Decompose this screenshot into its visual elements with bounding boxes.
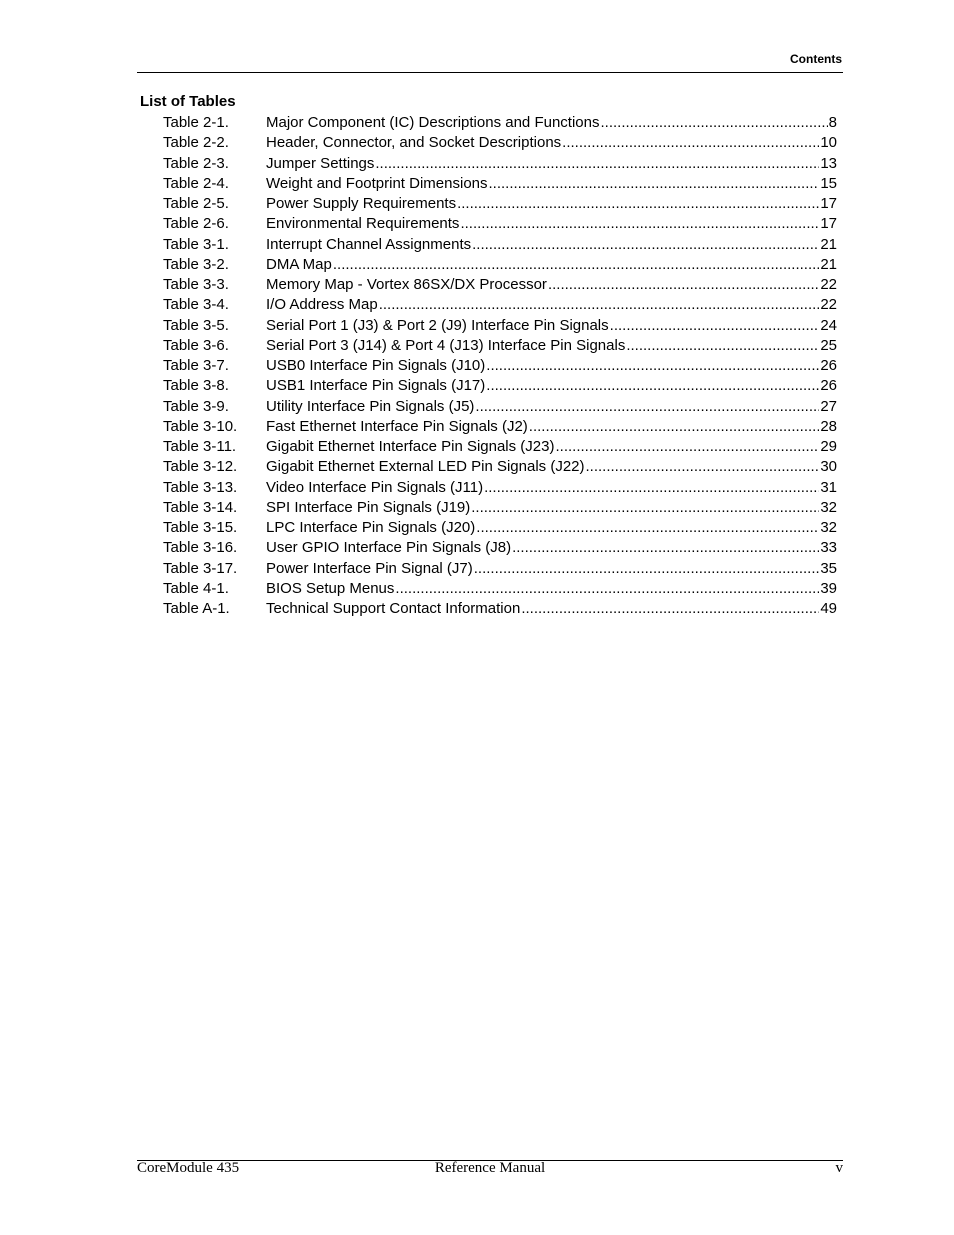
toc-entry[interactable] [163, 174, 837, 194]
footer-page-number: v [835, 1160, 843, 1176]
toc-entry[interactable] [163, 599, 837, 619]
toc-entry[interactable] [163, 113, 837, 133]
section-title: List of Tables [140, 93, 236, 110]
running-header: Contents [790, 52, 842, 66]
table-title: Major Component (IC) Descriptions and Functions [266, 114, 600, 131]
table-title: Utility Interface Pin Signals (J5) [266, 397, 475, 415]
dot-leader [476, 518, 819, 538]
table-number: Table 3-12. [163, 458, 238, 476]
table-number: Table 2-4. [163, 174, 229, 192]
table-title: BIOS Setup Menus [266, 579, 395, 597]
toc-entry[interactable] [163, 397, 837, 417]
dot-leader [586, 457, 820, 477]
table-title: User GPIO Interface Pin Signals (J8) [266, 539, 512, 557]
page-number: 32 [820, 498, 837, 516]
dot-leader [489, 174, 820, 194]
page-number: 24 [820, 316, 837, 334]
dot-leader [600, 113, 827, 133]
table-number: Table 3-8. [163, 377, 229, 395]
page-number: 27 [820, 397, 837, 415]
page-number: 30 [820, 458, 837, 476]
page-number: 10 [820, 134, 837, 152]
table-title: USB1 Interface Pin Signals (J17) [266, 377, 486, 395]
page-number: 26 [820, 357, 837, 374]
toc-entry[interactable] [163, 133, 837, 153]
table-number: Table 3-11. [163, 438, 237, 455]
table-number: Table 3-3. [163, 276, 229, 293]
table-title: Technical Support Contact Information [266, 600, 521, 617]
dot-leader [333, 255, 819, 275]
toc-entry[interactable] [163, 235, 837, 255]
table-number: Table 3-15. [163, 519, 238, 536]
table-title: Jumper Settings [266, 154, 375, 172]
page-number: 35 [820, 559, 837, 577]
toc-entry[interactable] [163, 376, 837, 396]
toc-entry[interactable] [163, 316, 837, 336]
table-title: Power Interface Pin Signal (J7) [266, 559, 473, 577]
table-title: Environmental Requirements [266, 215, 460, 233]
toc-entry[interactable] [163, 559, 837, 579]
dot-leader [395, 579, 819, 599]
page-number: 13 [820, 154, 837, 172]
page-number: 32 [820, 519, 837, 536]
dot-leader [460, 214, 819, 234]
toc-entry[interactable] [163, 295, 837, 315]
table-title: SPI Interface Pin Signals (J19) [266, 498, 471, 516]
dot-leader [548, 275, 819, 295]
table-number: Table 3-13. [163, 478, 238, 496]
page-number: 31 [820, 478, 837, 496]
table-number: Table 3-1. [163, 235, 229, 253]
toc-entry[interactable] [163, 437, 837, 457]
page-number: 26 [820, 377, 837, 395]
table-title: Gigabit Ethernet Interface Pin Signals (J23) [266, 438, 555, 455]
page-number: 25 [820, 336, 837, 354]
dot-leader [529, 417, 820, 437]
table-title: Interrupt Channel Assignments [266, 235, 472, 253]
table-number: Table 3-2. [163, 255, 229, 273]
toc-entry[interactable] [163, 417, 837, 437]
page-number: 39 [820, 579, 837, 597]
table-title: DMA Map [266, 255, 332, 273]
toc-entry[interactable] [163, 518, 837, 538]
table-number: Table 2-1. [163, 114, 229, 131]
toc-entry[interactable] [163, 579, 837, 599]
table-number: Table 2-5. [163, 195, 229, 212]
toc-entry[interactable] [163, 356, 837, 376]
toc-entry[interactable] [163, 498, 837, 518]
dot-leader [471, 498, 819, 518]
list-of-tables [163, 113, 837, 619]
page-number: 29 [820, 438, 837, 455]
dot-leader [379, 295, 820, 315]
table-title: Gigabit Ethernet External LED Pin Signals (J22) [266, 458, 585, 476]
table-title: Serial Port 3 (J14) & Port 4 (J13) Interface Pin Signals [266, 336, 626, 354]
toc-entry[interactable] [163, 478, 837, 498]
table-number: Table 3-4. [163, 296, 229, 314]
table-title: Weight and Footprint Dimensions [266, 174, 488, 192]
page-number: 21 [820, 235, 837, 253]
dot-leader [486, 376, 819, 396]
toc-entry[interactable] [163, 154, 837, 174]
table-number: Table 2-6. [163, 215, 229, 233]
footer-product-name: CoreModule 435 [137, 1160, 240, 1176]
dot-leader [610, 316, 820, 336]
page-number: 22 [820, 296, 837, 314]
page-number: 49 [820, 600, 837, 617]
table-number: Table 3-7. [163, 357, 229, 374]
dot-leader [521, 599, 819, 619]
page-number: 33 [820, 539, 837, 557]
table-title: Serial Port 1 (J3) & Port 2 (J9) Interface Pin Signals [266, 316, 609, 334]
table-number: Table 3-10. [163, 417, 238, 435]
table-number: Table 3-16. [163, 539, 238, 557]
table-number: Table 3-5. [163, 316, 229, 334]
dot-leader [474, 559, 820, 579]
table-number: Table 3-14. [163, 498, 238, 516]
table-number: Table 4-1. [163, 579, 229, 597]
table-title: Video Interface Pin Signals (J11) [266, 478, 484, 496]
toc-entry[interactable] [163, 275, 837, 295]
dot-leader [562, 133, 819, 153]
table-title: LPC Interface Pin Signals (J20) [266, 519, 476, 536]
table-title: I/O Address Map [266, 296, 378, 314]
page-number: 28 [820, 417, 837, 435]
dot-leader [626, 336, 819, 356]
table-number: Table 3-6. [163, 336, 229, 354]
toc-entry[interactable] [163, 538, 837, 558]
toc-entry[interactable] [163, 194, 837, 214]
table-number: Table 3-17. [163, 559, 238, 577]
table-title: Power Supply Requirements [266, 195, 457, 212]
toc-entry[interactable] [163, 255, 837, 275]
page-number: 17 [820, 215, 837, 233]
dot-leader [475, 397, 819, 417]
toc-entry[interactable] [163, 214, 837, 234]
dot-leader [484, 478, 819, 498]
table-number: Table 2-3. [163, 154, 229, 172]
dot-leader [486, 356, 819, 376]
dot-leader [457, 194, 819, 214]
dot-leader [375, 154, 819, 174]
footer-document-title: Reference Manual [434, 1160, 546, 1176]
header-divider [137, 72, 843, 73]
table-number: Table 3-9. [163, 397, 229, 415]
table-title: Header, Connector, and Socket Descriptions [266, 134, 562, 152]
page-number: 17 [820, 195, 837, 212]
page-number: 21 [820, 255, 837, 273]
dot-leader [512, 538, 819, 558]
table-title: Memory Map - Vortex 86SX/DX Processor [266, 276, 547, 293]
table-title: Fast Ethernet Interface Pin Signals (J2) [266, 417, 528, 435]
dot-leader [472, 235, 819, 255]
dot-leader [556, 437, 820, 457]
toc-entry[interactable] [163, 336, 837, 356]
table-title: USB0 Interface Pin Signals (J10) [266, 357, 486, 374]
table-number: Table 2-2. [163, 134, 229, 152]
toc-entry[interactable] [163, 457, 837, 477]
page-number: 22 [820, 276, 837, 293]
page-number: 15 [820, 174, 837, 192]
page-number: 8 [828, 114, 837, 131]
table-number: Table A-1. [163, 600, 230, 617]
